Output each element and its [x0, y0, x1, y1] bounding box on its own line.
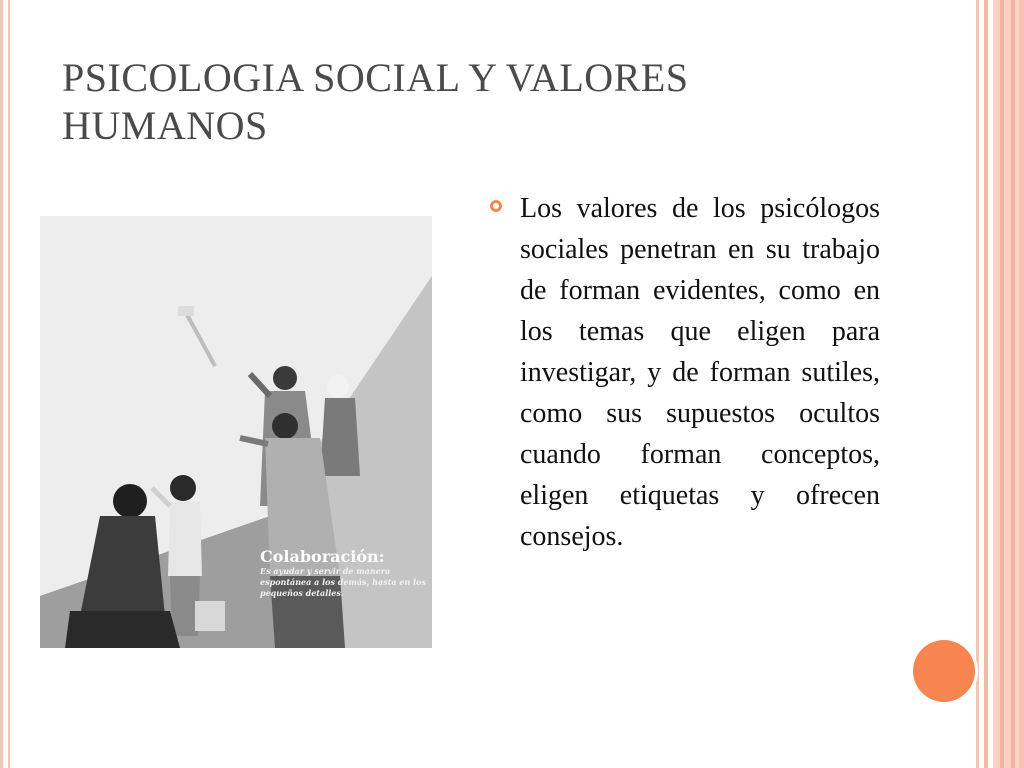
slide-title: PSICOLOGIA SOCIAL Y VALORES HUMANOS — [62, 55, 689, 148]
left-border-line — [0, 0, 3, 768]
photo-caption — [260, 548, 430, 599]
left-border-line-inner — [8, 0, 10, 768]
bullet-text: Los valores de los psicólogos sociales penetran en su trabajo de forman evidentes, como en los temas que eligen para investigar, y de forman sutiles, como sus supuestos ocultos cuando forman conceptos, eligen etiquetas y ofrecen consejos. — [520, 193, 880, 552]
photo-caption-title: Colaboración: — [260, 547, 385, 566]
band-stripe — [976, 0, 979, 768]
right-decorative-band — [976, 0, 1024, 768]
band-stripe — [1019, 0, 1024, 768]
collaboration-photo — [40, 216, 432, 648]
photo-caption-body: Es ayudar y servir de manera espontánea a los demás, hasta en los pequeños detalles. — [260, 566, 426, 598]
bullet-list — [490, 188, 880, 557]
bullet-ring-icon — [490, 200, 502, 212]
band-stripe — [984, 0, 988, 768]
decorative-orange-circle — [913, 640, 975, 702]
band-stripe — [1000, 0, 1004, 768]
band-stripe — [1011, 0, 1015, 768]
